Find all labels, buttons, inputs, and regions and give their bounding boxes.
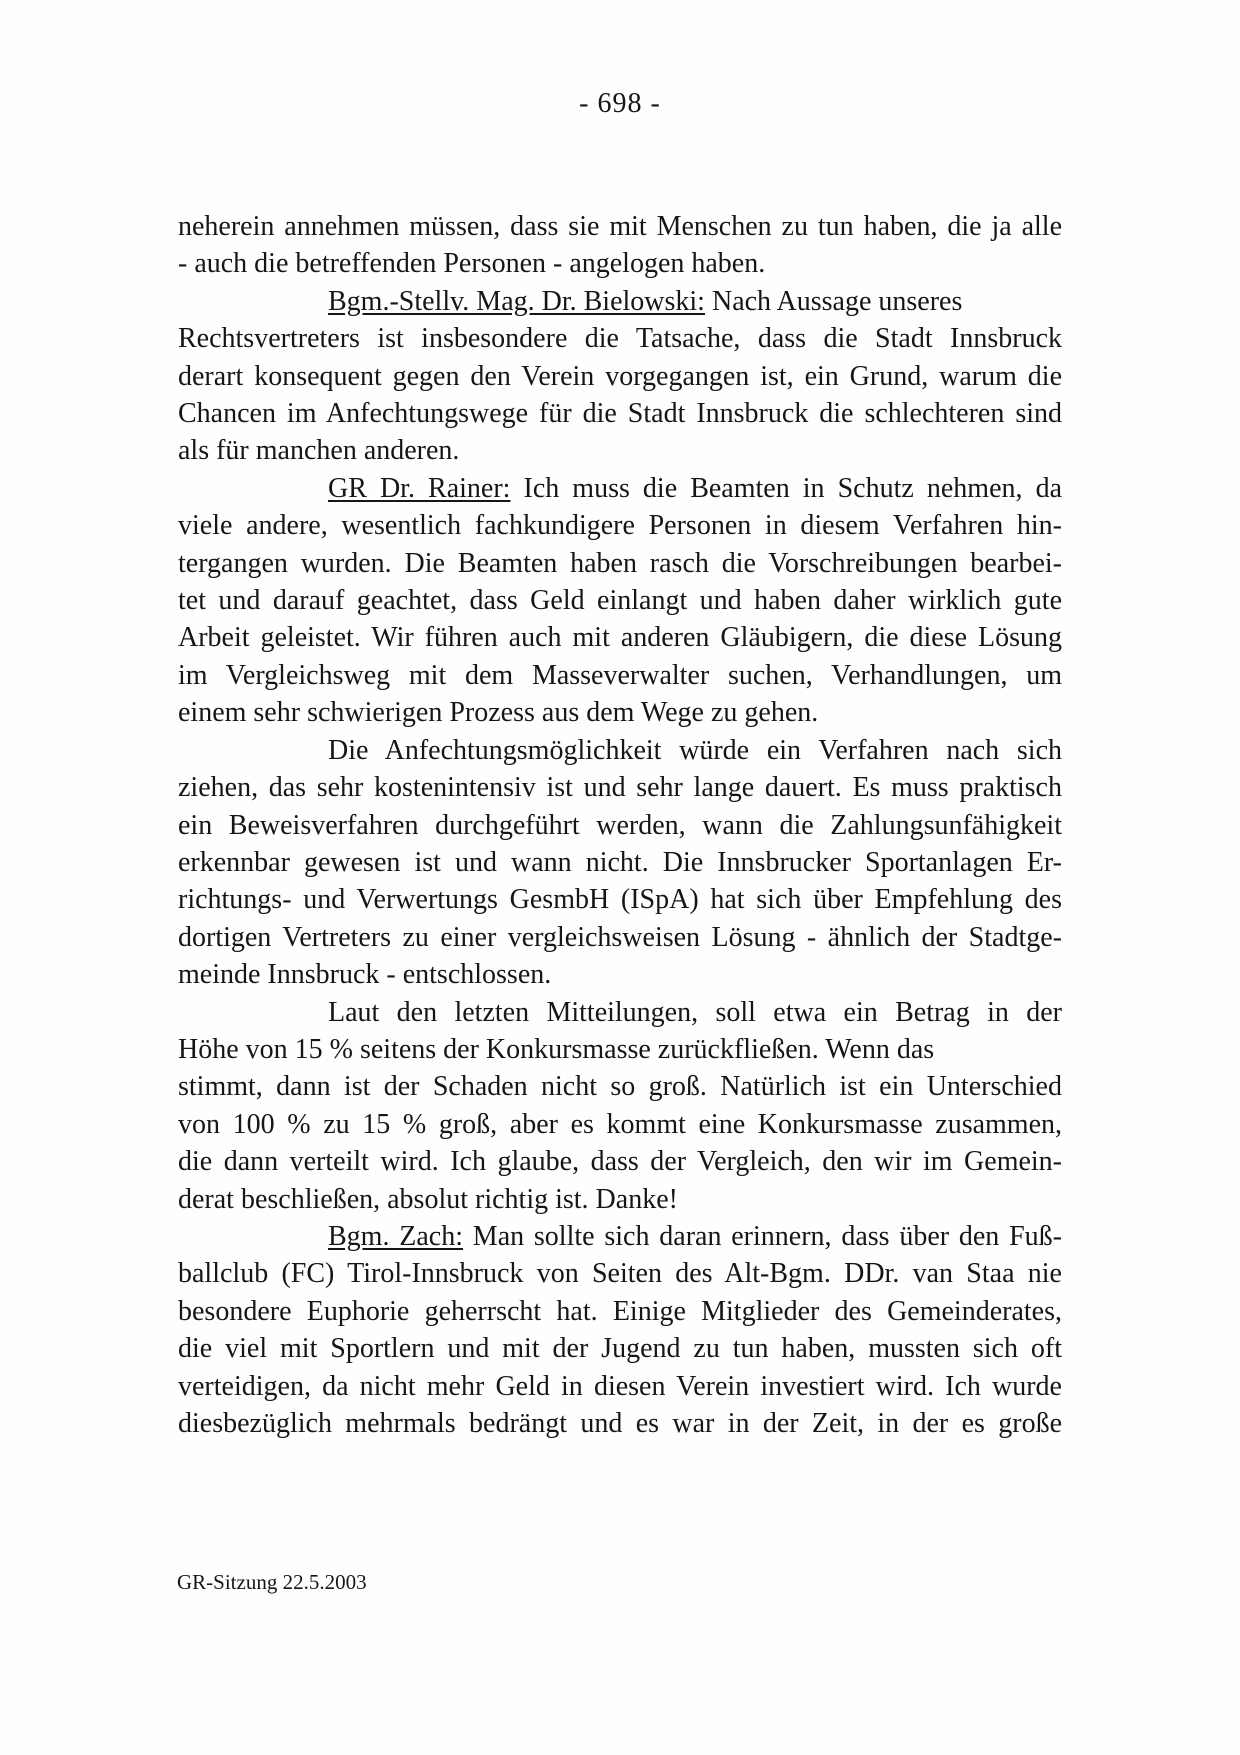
text-line: derart konsequent gegen den Verein vorgegangen ist, ein Grund, warum die (178, 360, 1062, 392)
text-line: erkennbar gewesen ist und wann nicht. Die Innsbrucker Sportanlagen Er- (178, 846, 1062, 878)
text-line: besondere Euphorie geherrscht hat. Einige Mitglieder des Gemeinderates, (178, 1295, 1062, 1327)
text-line: Bgm. Zach: Man sollte sich daran erinnern, dass über den Fuß- (328, 1220, 1062, 1252)
speaker-name: Bgm.-Stellv. Mag. Dr. Bielowski: (328, 285, 705, 317)
text-line: von 100 % zu 15 % groß, aber es kommt eine Konkursmasse zusammen, (178, 1108, 1062, 1140)
text-line: viele andere, wesentlich fachkundigere Personen in diesem Verfahren hin- (178, 510, 1062, 542)
page-number: - 698 - (579, 88, 661, 119)
text-line: Höhe von 15 % seitens der Konkursmasse zurückfließen. Wenn das (178, 1033, 935, 1065)
text-line: die dann verteilt wird. Ich glaube, dass der Vergleich, den wir im Gemein- (178, 1146, 1062, 1178)
text-line: Laut den letzten Mitteilungen, soll etwa ein Betrag in der (328, 996, 1062, 1028)
text-line: im Vergleichsweg mit dem Masseverwalter suchen, Verhandlungen, um (178, 659, 1062, 691)
text-line: diesbezüglich mehrmals bedrängt und es war in der Zeit, in der es große (178, 1408, 1062, 1439)
text-line: neherein annehmen müssen, dass sie mit Menschen zu tun haben, die ja alle (178, 211, 1062, 242)
text-line: ziehen, das sehr kostenintensiv ist und sehr lange dauert. Es muss praktisch (178, 772, 1062, 804)
text-line: Chancen im Anfechtungswege für die Stadt Innsbruck die schlechteren sind (178, 398, 1062, 430)
text-line: Bgm.-Stellv. Mag. Dr. Bielowski: Nach Aussage unseres (328, 285, 963, 317)
speaker-name: GR Dr. Rainer: (328, 472, 511, 504)
text-line: Arbeit geleistet. Wir führen auch mit anderen Gläubigern, die diese Lösung (178, 622, 1062, 654)
text-line: derat beschließen, absolut richtig ist. Danke! (178, 1183, 678, 1215)
text-line: Die Anfechtungsmöglichkeit würde ein Verfahren nach sich (328, 734, 1062, 766)
text-line: Rechtsvertreters ist insbesondere die Tatsache, dass die Stadt Innsbruck (178, 323, 1062, 355)
text-line: stimmt, dann ist der Schaden nicht so groß. Natürlich ist ein Unterschied (178, 1071, 1062, 1103)
text-line: meinde Innsbruck - entschlossen. (178, 959, 552, 991)
text-line: tet und darauf geachtet, dass Geld einlangt und haben daher wirklich gute (178, 585, 1062, 617)
text-line: einem sehr schwierigen Prozess aus dem Wege zu gehen. (178, 697, 819, 729)
text-line: als für manchen anderen. (178, 435, 460, 467)
text-line: ein Beweisverfahren durchgeführt werden, wann die Zahlungsunfähigkeit (178, 809, 1062, 841)
text-line: verteidigen, da nicht mehr Geld in diesen Verein investiert wird. Ich wurde (178, 1370, 1062, 1402)
text-line: richtungs- und Verwertungs GesmbH (ISpA) hat sich über Empfehlung des (178, 884, 1062, 916)
text-line: dortigen Vertreters zu einer vergleichsweisen Lösung - ähnlich der Stadtge- (178, 921, 1062, 953)
text-line: tergangen wurden. Die Beamten haben rasch die Vorschreibungen bearbei- (178, 547, 1062, 579)
text-line: die viel mit Sportlern und mit der Jugend zu tun haben, mussten sich oft (178, 1333, 1062, 1365)
text-line: - auch die betreffenden Personen - angelogen haben. (178, 248, 766, 280)
text-line: GR Dr. Rainer: Ich muss die Beamten in Schutz nehmen, da (328, 472, 1062, 504)
footer-session-label: GR-Sitzung 22.5.2003 (177, 1570, 367, 1594)
speaker-name: Bgm. Zach: (328, 1220, 463, 1252)
text-line: ballclub (FC) Tirol-Innsbruck von Seiten des Alt-Bgm. DDr. van Staa nie (178, 1258, 1062, 1290)
document-body (178, 208, 1062, 1442)
